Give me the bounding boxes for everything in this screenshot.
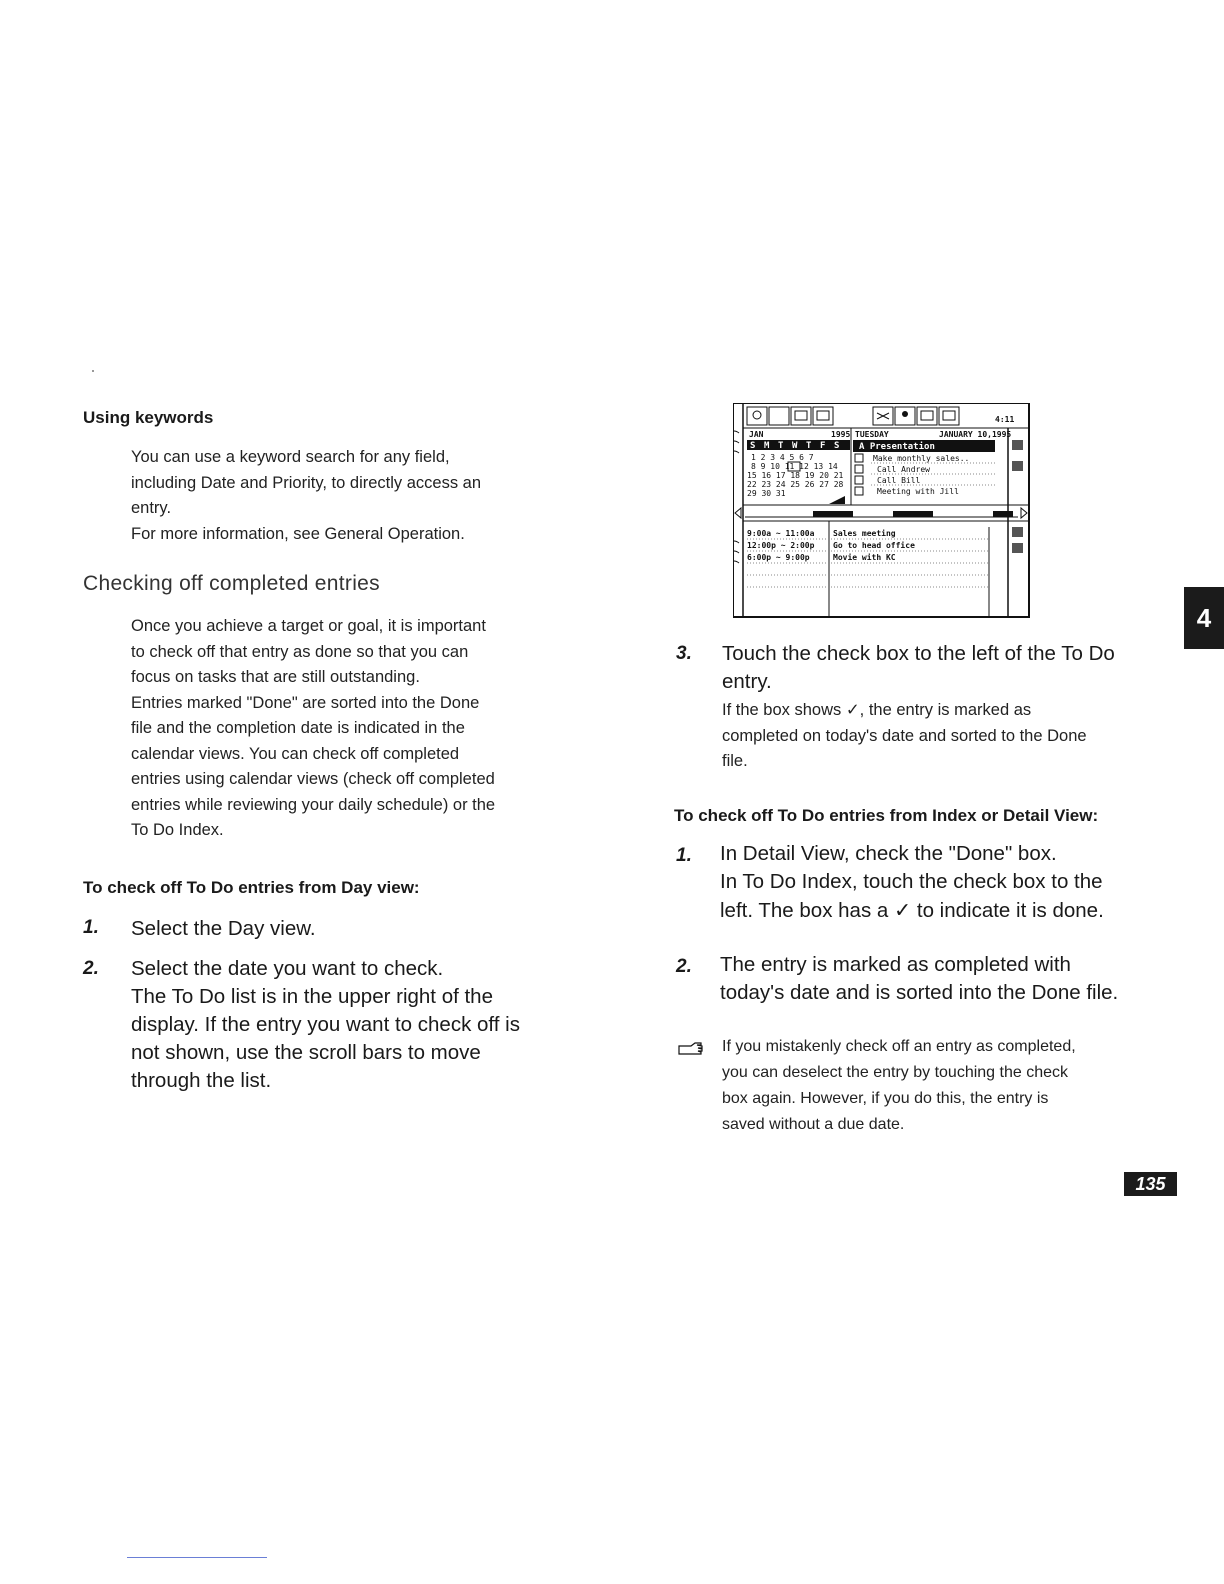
device-schedule-time: 12:00p ~ 2:00p	[747, 541, 815, 550]
index-step-2-paragraph	[720, 951, 1118, 1007]
step-3-detail-line: completed on today's date and sorted to the Done	[722, 726, 1087, 745]
step-2-line: The To Do list is in the upper right of the	[131, 985, 493, 1008]
section-line: Once you achieve a target or goal, it is important	[131, 617, 486, 635]
check-mark-icon: ✓	[893, 898, 912, 922]
device-weekday: W	[792, 441, 798, 451]
step-3-detail-pre: If the box shows	[722, 701, 846, 719]
keywords-line: including Date and Priority, to directly access an	[131, 473, 482, 492]
index-heading: To check off To Do entries from Index or Detail View:	[674, 806, 1099, 825]
device-full-date: JANUARY 10,1995	[939, 430, 1012, 439]
step-1-number: 1.	[83, 917, 99, 938]
note-line: If you mistakenly check off an entry as completed,	[722, 1038, 1076, 1055]
section-paragraph	[131, 614, 495, 844]
device-time: 4:11	[995, 415, 1015, 424]
device-schedule-time: 9:00a ~ 11:00a	[747, 529, 815, 538]
device-screenshot	[733, 403, 1031, 618]
step-3-number: 3.	[676, 643, 692, 664]
section-line: entries using calendar views (check off completed	[131, 770, 495, 788]
section-line: file and the completion date is indicated in the	[131, 719, 465, 737]
step-3-line: entry.	[722, 670, 772, 693]
step-3-detail-line	[722, 697, 1087, 724]
margin-dot	[92, 370, 94, 372]
device-year: 1995	[831, 430, 851, 439]
device-schedule-title: Movie with KC	[833, 553, 896, 562]
step-2-number: 2.	[83, 958, 99, 979]
device-schedule-title: Sales meeting	[833, 529, 896, 538]
device-weekday: F	[820, 441, 826, 451]
section-line: To Do Index.	[131, 821, 224, 839]
step-3-line: Touch the check box to the left of the To Do	[722, 642, 1115, 665]
index-step-2-line: today's date and is sorted into the Done file.	[720, 981, 1119, 1004]
index-step-1-pre: left. The box has a	[720, 899, 894, 922]
index-step-1-line: In To Do Index, touch the check box to the	[720, 870, 1103, 893]
device-calendar-row: 1 2 3 4 5 6 7	[751, 453, 814, 462]
device-todo-item: Make monthly sales..	[873, 454, 970, 463]
day-view-heading: To check off To Do entries from Day view:	[83, 878, 420, 897]
step-2-paragraph	[131, 955, 520, 1095]
device-weekday: T	[778, 441, 784, 451]
device-calendar-row: 29 30 31	[747, 489, 786, 498]
index-step-1-post: to indicate it is done.	[911, 899, 1104, 922]
check-mark-icon: ✓	[845, 700, 860, 719]
keywords-line: entry.	[131, 499, 172, 517]
device-schedule-title: Go to head office	[833, 541, 915, 550]
note-line: box again. However, if you do this, the entry is	[722, 1090, 1049, 1107]
section-line: calendar views. You can check off completed	[131, 744, 460, 763]
device-todo-item: Call Andrew	[877, 465, 930, 474]
step-2-line: through the list.	[131, 1069, 272, 1092]
keywords-line: You can use a keyword search for any field,	[131, 448, 450, 466]
device-todo-item: Meeting with Jill	[877, 487, 959, 496]
index-step-1-paragraph	[720, 840, 1104, 925]
keywords-paragraph	[131, 445, 481, 547]
device-weekday: T	[806, 441, 812, 451]
step-2-line: Select the date you want to check.	[131, 957, 444, 980]
device-todo-item: Call Bill	[877, 476, 921, 485]
keywords-line: For more information, see General Operation.	[131, 524, 465, 543]
section-heading: Checking off completed entries	[83, 572, 380, 595]
device-weekday: S	[750, 441, 756, 451]
device-calendar-row: 22 23 24 25 26 27 28	[747, 480, 844, 489]
chapter-tab: 4	[1184, 587, 1224, 649]
section-line: to check off that entry as done so that you can	[131, 642, 469, 661]
step-3-detail-post: , the entry is marked as	[859, 701, 1032, 719]
pointing-hand-icon	[678, 1042, 708, 1056]
step-3-paragraph	[722, 640, 1115, 696]
index-step-2-number: 2.	[676, 956, 692, 977]
step-1-text: Select the Day view.	[131, 917, 316, 940]
note-line: you can deselect the entry by touching the check	[722, 1064, 1068, 1081]
device-todo-highlight: A Presentation	[859, 442, 935, 452]
footer-rule	[127, 1557, 267, 1558]
keywords-heading: Using keywords	[83, 408, 214, 427]
index-step-1-line	[720, 896, 1104, 925]
note-line: saved without a due date.	[722, 1116, 905, 1133]
section-line: entries while reviewing your daily schedule) or the	[131, 795, 496, 814]
step-2-line: display. If the entry you want to check off is	[131, 1013, 520, 1036]
device-weekday: M	[764, 441, 770, 451]
device-calendar-row: 8 9 10 11 12 13 14	[751, 462, 838, 471]
index-step-1-line: In Detail View, check the "Done" box.	[720, 842, 1057, 865]
device-calendar-row: 15 16 17 18 19 20 21	[747, 471, 844, 480]
step-3-detail	[722, 697, 1087, 775]
step-2-line: not shown, use the scroll bars to move	[131, 1041, 481, 1064]
note-paragraph	[722, 1034, 1076, 1138]
page-number: 135	[1124, 1172, 1177, 1196]
device-day-name: TUESDAY	[855, 430, 889, 439]
section-line: Entries marked "Done" are sorted into the Done	[131, 693, 480, 712]
index-step-1-number: 1.	[676, 845, 692, 866]
device-month: JAN	[749, 430, 764, 439]
device-schedule-time: 6:00p ~ 9:00p	[747, 553, 810, 562]
device-weekday: S	[834, 441, 840, 451]
section-line: focus on tasks that are still outstanding.	[131, 668, 420, 686]
index-step-2-line: The entry is marked as completed with	[720, 953, 1071, 976]
step-3-detail-line: file.	[722, 752, 748, 770]
